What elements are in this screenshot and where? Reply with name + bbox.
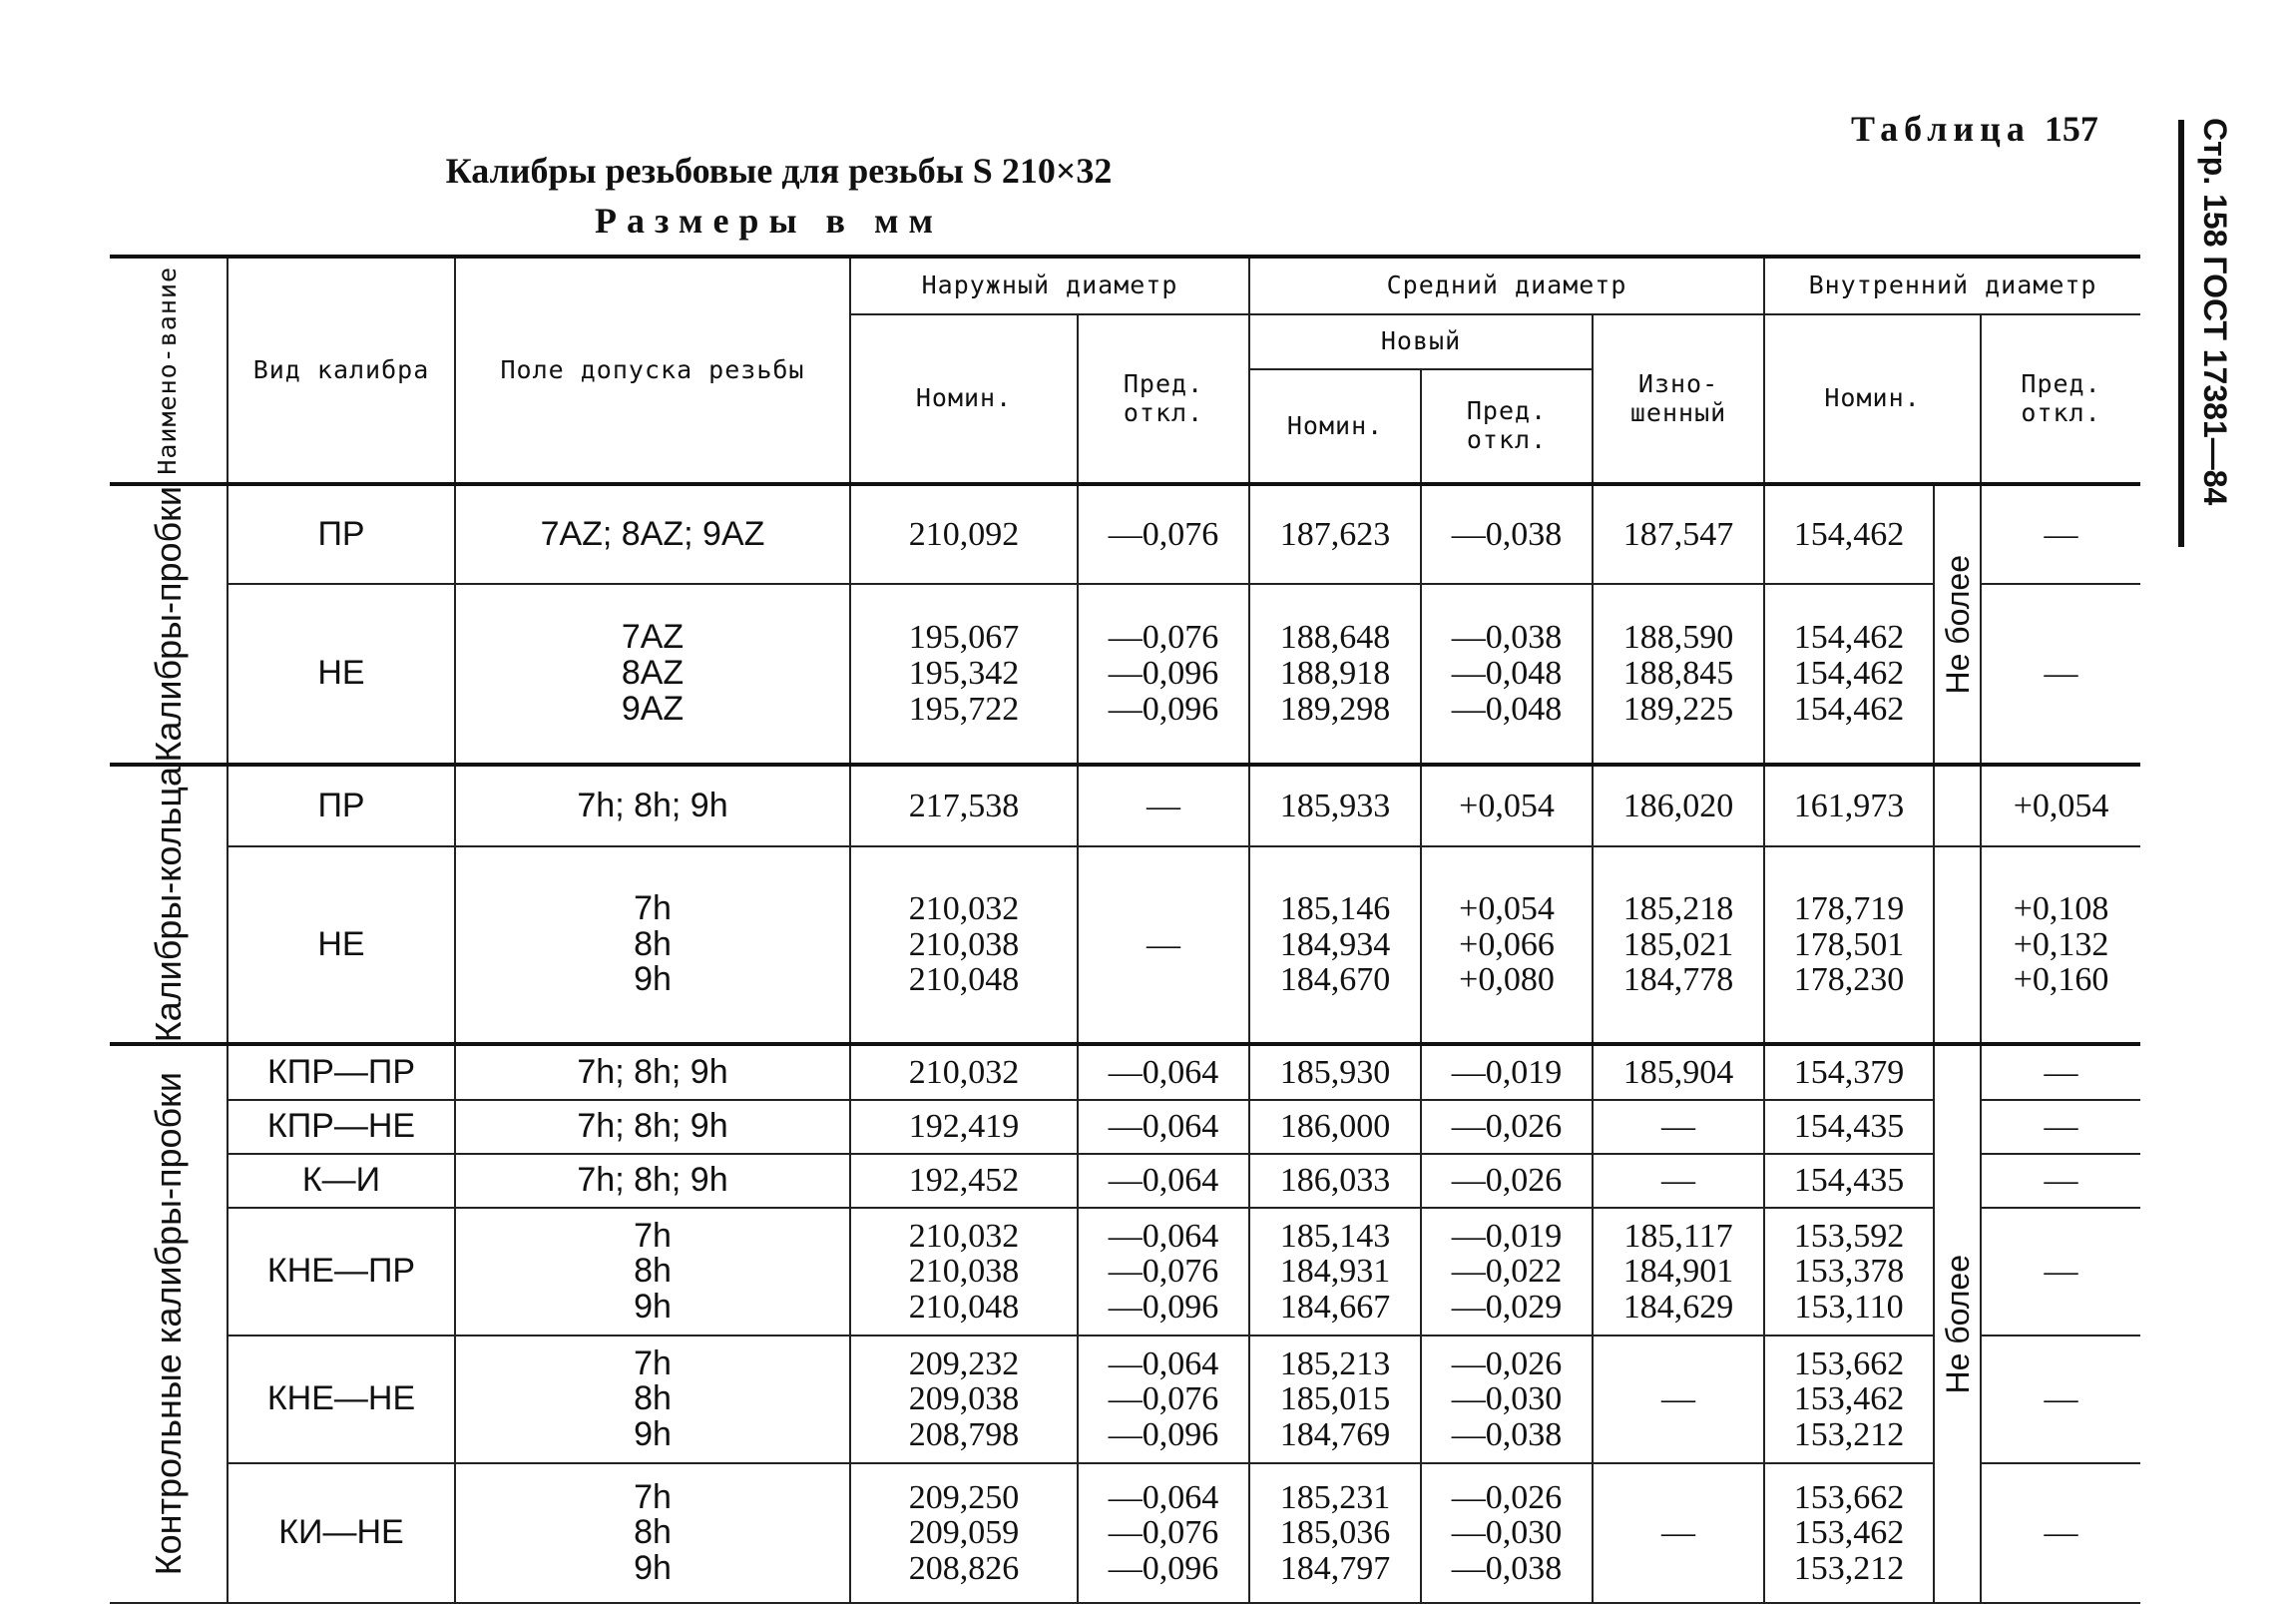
cell-value: 186,000 bbox=[1279, 1108, 1391, 1146]
cell-value: 161,973 bbox=[1793, 787, 1905, 824]
cell-value: —0,030 bbox=[1451, 1380, 1563, 1418]
gauge-type-cell: НЕ bbox=[228, 584, 455, 765]
table-row bbox=[110, 765, 2140, 847]
cell-value: 9h bbox=[634, 1287, 672, 1326]
cell-value: — bbox=[2044, 515, 2078, 553]
cell-value: 7AZ; 8AZ; 9AZ bbox=[540, 514, 765, 553]
cell-value: —0,048 bbox=[1451, 690, 1563, 728]
cell-value: 153,462 bbox=[1793, 1380, 1905, 1418]
header-new: Новый bbox=[1249, 314, 1593, 369]
cell-value: — bbox=[2044, 1053, 2078, 1091]
cell-value: 185,036 bbox=[1279, 1514, 1391, 1552]
empty-cell bbox=[1934, 846, 1981, 1044]
inner-nominal-cell bbox=[1764, 584, 1934, 765]
pitch-worn-cell bbox=[1593, 1336, 1764, 1463]
cell-value: 192,452 bbox=[908, 1162, 1020, 1200]
tolerance-field-cell bbox=[455, 1044, 850, 1100]
cell-value: — bbox=[2044, 1162, 2078, 1200]
cell-value: — bbox=[2044, 1380, 2078, 1418]
cell-value: —0,026 bbox=[1451, 1344, 1563, 1382]
cell-value: 185,213 bbox=[1279, 1344, 1391, 1382]
cell-value: 188,845 bbox=[1622, 655, 1734, 692]
header-inner-diameter: Внутренний диаметр bbox=[1764, 257, 2140, 314]
header-pitch-tolerance: Пред. откл. bbox=[1421, 369, 1593, 484]
cell-value: 153,662 bbox=[1793, 1344, 1905, 1382]
header-name-text: Наимено-вание bbox=[153, 266, 183, 475]
inner-nominal-cell bbox=[1764, 1154, 1934, 1208]
cell-value: — bbox=[1147, 925, 1180, 963]
cell-value: 154,462 bbox=[1793, 655, 1905, 692]
cell-value: —0,026 bbox=[1451, 1162, 1563, 1200]
pitch-tolerance-cell bbox=[1421, 1044, 1593, 1100]
group-label-ring-gauges bbox=[110, 765, 228, 1044]
cell-value: 185,930 bbox=[1279, 1053, 1391, 1091]
cell-value: 210,032 bbox=[908, 1217, 1020, 1255]
outer-nominal-cell bbox=[850, 765, 1078, 847]
cell-value: —0,096 bbox=[1108, 655, 1219, 692]
outer-tolerance-cell bbox=[1078, 846, 1249, 1044]
outer-tolerance-cell bbox=[1078, 1044, 1249, 1100]
pitch-tolerance-cell bbox=[1421, 1100, 1593, 1154]
cell-value: 187,547 bbox=[1622, 515, 1734, 553]
cell-value: 154,435 bbox=[1793, 1162, 1905, 1200]
pitch-worn-cell bbox=[1593, 1154, 1764, 1208]
outer-nominal-cell bbox=[850, 1154, 1078, 1208]
header-tolerance-field: Поле допуска резьбы bbox=[455, 257, 850, 484]
pitch-tolerance-cell bbox=[1421, 1336, 1593, 1463]
cell-value: 210,092 bbox=[908, 515, 1020, 553]
inner-tolerance-cell bbox=[1981, 846, 2140, 1044]
pitch-nominal-cell bbox=[1249, 1463, 1421, 1603]
pitch-worn-cell bbox=[1593, 584, 1764, 765]
tolerance-field-cell bbox=[455, 1208, 850, 1336]
cell-value: —0,026 bbox=[1451, 1478, 1563, 1516]
cell-value: 8h bbox=[634, 924, 672, 963]
cell-value: —0,064 bbox=[1108, 1162, 1219, 1200]
group-label-text: Калибры-пробки bbox=[147, 486, 189, 763]
cell-value: 153,662 bbox=[1793, 1478, 1905, 1516]
inner-tolerance-cell bbox=[1981, 1154, 2140, 1208]
side-header-text: Стр. 158 ГОСТ 17381—84 bbox=[2197, 118, 2233, 506]
header-pitch-nominal: Номин. bbox=[1249, 369, 1421, 484]
header-inner-nominal: Номин. bbox=[1764, 314, 1981, 484]
cell-value: —0,096 bbox=[1108, 1549, 1219, 1587]
pitch-tolerance-cell bbox=[1421, 846, 1593, 1044]
pitch-nominal-cell bbox=[1249, 484, 1421, 584]
cell-value: +0,108 bbox=[2013, 890, 2109, 928]
cell-value: —0,038 bbox=[1451, 515, 1563, 553]
pitch-tolerance-cell bbox=[1421, 1463, 1593, 1603]
caption-text: Калибры резьбовые для резьбы S 210×32 bbox=[445, 151, 1113, 191]
cell-value: 7h; 8h; 9h bbox=[577, 1161, 728, 1200]
header-outer-nominal: Номин. bbox=[850, 314, 1078, 484]
pitch-worn-cell bbox=[1593, 765, 1764, 847]
group-label-check-plugs bbox=[110, 1044, 228, 1603]
cell-value: —0,076 bbox=[1108, 1380, 1219, 1418]
cell-value: 185,021 bbox=[1622, 925, 1734, 963]
pitch-worn-cell bbox=[1593, 1208, 1764, 1336]
table-row bbox=[110, 484, 2140, 584]
gauge-type-cell: КИ—НЕ bbox=[228, 1463, 455, 1603]
pitch-worn-cell bbox=[1593, 484, 1764, 584]
pitch-nominal-cell bbox=[1249, 1044, 1421, 1100]
cell-value: +0,132 bbox=[2013, 925, 2109, 963]
tolerance-field-cell bbox=[455, 765, 850, 847]
pitch-tolerance-cell bbox=[1421, 484, 1593, 584]
gauge-table bbox=[110, 255, 2140, 1604]
pitch-nominal-cell bbox=[1249, 1100, 1421, 1154]
cell-value: 154,462 bbox=[1793, 515, 1905, 553]
inner-tolerance-cell bbox=[1981, 584, 2140, 765]
cell-value: —0,064 bbox=[1108, 1478, 1219, 1516]
inner-nominal-cell bbox=[1764, 765, 1934, 847]
outer-tolerance-cell bbox=[1078, 484, 1249, 584]
cell-value: +0,160 bbox=[2013, 961, 2109, 999]
cell-value: —0,076 bbox=[1108, 619, 1219, 657]
tolerance-field-cell bbox=[455, 584, 850, 765]
outer-tolerance-cell bbox=[1078, 1154, 1249, 1208]
outer-nominal-cell bbox=[850, 846, 1078, 1044]
cell-value: 210,032 bbox=[908, 890, 1020, 928]
cell-value: 209,232 bbox=[908, 1344, 1020, 1382]
outer-nominal-cell bbox=[850, 1100, 1078, 1154]
cell-value: 187,623 bbox=[1279, 515, 1391, 553]
cell-value: 185,117 bbox=[1623, 1217, 1733, 1255]
cell-value: —0,048 bbox=[1451, 655, 1563, 692]
cell-value: 178,230 bbox=[1793, 961, 1905, 999]
pitch-tolerance-cell bbox=[1421, 1208, 1593, 1336]
tolerance-field-cell bbox=[455, 846, 850, 1044]
inner-nominal-cell bbox=[1764, 484, 1934, 584]
table-label-text: Таблица bbox=[1851, 109, 2031, 149]
gauge-type-cell: КНЕ—ПР bbox=[228, 1208, 455, 1336]
outer-nominal-cell bbox=[850, 1336, 1078, 1463]
header-pitch-diameter: Средний диаметр bbox=[1249, 257, 1764, 314]
cell-value: 7h; 8h; 9h bbox=[577, 1052, 728, 1091]
cell-value: —0,064 bbox=[1108, 1344, 1219, 1382]
outer-tolerance-cell bbox=[1078, 1336, 1249, 1463]
cell-value: 209,250 bbox=[908, 1478, 1020, 1516]
cell-value: — bbox=[1661, 1380, 1696, 1418]
cell-value: — bbox=[2044, 1108, 2078, 1146]
inner-nominal-cell bbox=[1764, 1208, 1934, 1336]
inner-tolerance-cell bbox=[1981, 1336, 2140, 1463]
cell-value: 184,629 bbox=[1622, 1288, 1734, 1326]
cell-value: 7h bbox=[634, 1216, 672, 1255]
header-outer-tolerance: Пред. откл. bbox=[1078, 314, 1249, 484]
inner-tolerance-cell bbox=[1981, 1208, 2140, 1336]
inner-tolerance-cell bbox=[1981, 765, 2140, 847]
inner-nominal-cell bbox=[1764, 1100, 1934, 1154]
cell-value: — bbox=[1661, 1162, 1696, 1200]
cell-value: —0,026 bbox=[1451, 1108, 1563, 1146]
inner-tolerance-cell bbox=[1981, 1100, 2140, 1154]
cell-value: 7AZ bbox=[621, 618, 685, 657]
header-inner-tolerance: Пред. откл. bbox=[1981, 314, 2140, 484]
cell-value: —0,019 bbox=[1451, 1053, 1563, 1091]
inner-nominal-cell bbox=[1764, 1336, 1934, 1463]
group-label-text: Калибры-кольца bbox=[147, 766, 189, 1043]
gauge-type-cell: КПР—НЕ bbox=[228, 1100, 455, 1154]
cell-value: 195,342 bbox=[908, 655, 1020, 692]
cell-value: —0,076 bbox=[1108, 1253, 1219, 1291]
gauge-type-cell: КНЕ—НЕ bbox=[228, 1336, 455, 1463]
outer-tolerance-cell bbox=[1078, 1100, 1249, 1154]
cell-value: —0,096 bbox=[1108, 690, 1219, 728]
cell-value: — bbox=[1661, 1108, 1696, 1146]
table-row bbox=[110, 584, 2140, 765]
cell-value: 154,462 bbox=[1793, 690, 1905, 728]
table-row bbox=[110, 1154, 2140, 1208]
pitch-worn-cell bbox=[1593, 1044, 1764, 1100]
header-worn: Изно-шенный bbox=[1593, 314, 1764, 484]
cell-value: 9h bbox=[634, 1548, 672, 1587]
cell-value: 7h bbox=[634, 1477, 672, 1516]
cell-value: 154,462 bbox=[1793, 619, 1905, 657]
pitch-nominal-cell bbox=[1249, 1154, 1421, 1208]
tolerance-field-cell bbox=[455, 484, 850, 584]
pitch-worn-cell bbox=[1593, 1463, 1764, 1603]
cell-value: 185,904 bbox=[1622, 1053, 1734, 1091]
cell-value: —0,096 bbox=[1108, 1415, 1219, 1453]
cell-value: 184,931 bbox=[1279, 1253, 1391, 1291]
gauge-type-cell: КПР—ПР bbox=[228, 1044, 455, 1100]
cell-value: 184,901 bbox=[1622, 1253, 1734, 1291]
inner-tolerance-cell bbox=[1981, 1463, 2140, 1603]
outer-nominal-cell bbox=[850, 584, 1078, 765]
inner-nominal-cell bbox=[1764, 846, 1934, 1044]
pitch-nominal-cell bbox=[1249, 765, 1421, 847]
cell-value: —0,019 bbox=[1451, 1217, 1563, 1255]
cell-value: 8h bbox=[634, 1379, 672, 1418]
table-row bbox=[110, 1100, 2140, 1154]
cell-value: 184,670 bbox=[1279, 961, 1391, 999]
cell-value: —0,038 bbox=[1451, 1549, 1563, 1587]
pitch-nominal-cell bbox=[1249, 584, 1421, 765]
cell-value: 7h bbox=[634, 889, 672, 928]
cell-value: 9AZ bbox=[621, 689, 685, 728]
cell-value: 7h; 8h; 9h bbox=[577, 786, 728, 824]
cell-value: — bbox=[1661, 1514, 1696, 1552]
pitch-nominal-cell bbox=[1249, 1336, 1421, 1463]
cell-value: 185,015 bbox=[1279, 1380, 1391, 1418]
table-row bbox=[110, 1463, 2140, 1603]
cell-value: 154,435 bbox=[1793, 1108, 1905, 1146]
cell-value: 184,778 bbox=[1622, 961, 1734, 999]
cell-value: 192,419 bbox=[908, 1108, 1020, 1146]
cell-value: 189,225 bbox=[1622, 690, 1734, 728]
cell-value: 209,038 bbox=[908, 1380, 1020, 1418]
inner-nominal-cell bbox=[1764, 1044, 1934, 1100]
cell-value: +0,054 bbox=[1459, 890, 1555, 928]
pitch-tolerance-cell bbox=[1421, 584, 1593, 765]
tolerance-field-cell bbox=[455, 1336, 850, 1463]
cell-value: — bbox=[2044, 1253, 2078, 1291]
outer-tolerance-cell bbox=[1078, 1208, 1249, 1336]
cell-value: 210,038 bbox=[908, 925, 1020, 963]
cell-value: 153,212 bbox=[1793, 1549, 1905, 1587]
header-gauge-type: Вид калибра bbox=[228, 257, 455, 484]
cell-value: 210,032 bbox=[908, 1053, 1020, 1091]
cell-value: 153,462 bbox=[1793, 1514, 1905, 1552]
units-text: Размеры в мм bbox=[594, 201, 944, 241]
cell-value: 186,033 bbox=[1279, 1162, 1391, 1200]
gauge-type-cell: НЕ bbox=[228, 846, 455, 1044]
cell-value: 186,020 bbox=[1622, 787, 1734, 824]
cell-value: 153,592 bbox=[1793, 1217, 1905, 1255]
cell-value: 185,218 bbox=[1622, 890, 1734, 928]
cell-value: 209,059 bbox=[908, 1514, 1020, 1552]
table-number: 157 bbox=[2044, 109, 2098, 149]
table-label bbox=[1851, 108, 2098, 150]
cell-value: 153,110 bbox=[1794, 1288, 1904, 1326]
cell-value: —0,076 bbox=[1108, 515, 1219, 553]
cell-value: 7h bbox=[634, 1343, 672, 1382]
cell-value: — bbox=[1147, 787, 1180, 824]
outer-tolerance-cell bbox=[1078, 584, 1249, 765]
cell-value: — bbox=[2044, 655, 2078, 692]
table-row bbox=[110, 1336, 2140, 1463]
cell-value: 153,212 bbox=[1793, 1415, 1905, 1453]
inner-tolerance-cell bbox=[1981, 1044, 2140, 1100]
outer-nominal-cell bbox=[850, 1208, 1078, 1336]
pitch-tolerance-cell bbox=[1421, 765, 1593, 847]
pitch-worn-cell bbox=[1593, 1100, 1764, 1154]
cell-value: —0,064 bbox=[1108, 1217, 1219, 1255]
pitch-nominal-cell bbox=[1249, 846, 1421, 1044]
empty-cell bbox=[1934, 765, 1981, 847]
header-outer-diameter: Наружный диаметр bbox=[850, 257, 1249, 314]
cell-value: —0,038 bbox=[1451, 619, 1563, 657]
table-head bbox=[110, 257, 2140, 484]
outer-tolerance-cell bbox=[1078, 765, 1249, 847]
table-row bbox=[110, 846, 2140, 1044]
table-caption bbox=[0, 150, 2296, 192]
table-row bbox=[110, 1208, 2140, 1336]
cell-value: —0,030 bbox=[1451, 1514, 1563, 1552]
gauge-type-cell: ПР bbox=[228, 765, 455, 847]
cell-value: 8AZ bbox=[621, 654, 685, 692]
cell-value: 195,722 bbox=[908, 690, 1020, 728]
pitch-tolerance-cell bbox=[1421, 1154, 1593, 1208]
outer-nominal-cell bbox=[850, 1463, 1078, 1603]
cell-value: +0,066 bbox=[1459, 925, 1555, 963]
cell-value: 185,143 bbox=[1279, 1217, 1391, 1255]
outer-nominal-cell bbox=[850, 1044, 1078, 1100]
cell-value: 185,933 bbox=[1279, 787, 1391, 824]
cell-value: 153,378 bbox=[1793, 1253, 1905, 1291]
cell-value: 188,918 bbox=[1279, 655, 1391, 692]
group-label-plug-gauges bbox=[110, 484, 228, 765]
cell-value: 9h bbox=[634, 960, 672, 999]
cell-value: 210,038 bbox=[908, 1253, 1020, 1291]
cell-value: +0,054 bbox=[1459, 787, 1555, 824]
cell-value: 208,798 bbox=[908, 1415, 1020, 1453]
cell-value: 188,648 bbox=[1279, 619, 1391, 657]
note-not-more-check-text: Не более bbox=[1939, 1254, 1976, 1394]
cell-value: 184,797 bbox=[1279, 1549, 1391, 1587]
note-not-more-check bbox=[1934, 1044, 1981, 1603]
cell-value: —0,096 bbox=[1108, 1288, 1219, 1326]
gauge-type-cell: К—И bbox=[228, 1154, 455, 1208]
inner-tolerance-cell bbox=[1981, 484, 2140, 584]
tolerance-field-cell bbox=[455, 1100, 850, 1154]
cell-value: +0,080 bbox=[1459, 961, 1555, 999]
cell-value: —0,038 bbox=[1451, 1415, 1563, 1453]
cell-value: —0,022 bbox=[1451, 1253, 1563, 1291]
units-line bbox=[0, 200, 2296, 242]
cell-value: 184,667 bbox=[1279, 1288, 1391, 1326]
outer-tolerance-cell bbox=[1078, 1463, 1249, 1603]
cell-value: 178,501 bbox=[1793, 925, 1905, 963]
cell-value: 8h bbox=[634, 1513, 672, 1552]
cell-value: 208,826 bbox=[908, 1549, 1020, 1587]
cell-value: —0,029 bbox=[1451, 1288, 1563, 1326]
cell-value: 189,298 bbox=[1279, 690, 1391, 728]
cell-value: 185,146 bbox=[1279, 890, 1391, 928]
tolerance-field-cell bbox=[455, 1463, 850, 1603]
tolerance-field-cell bbox=[455, 1154, 850, 1208]
cell-value: 195,067 bbox=[908, 619, 1020, 657]
cell-value: 7h; 8h; 9h bbox=[577, 1107, 728, 1146]
cell-value: +0,054 bbox=[2013, 787, 2109, 824]
cell-value: —0,076 bbox=[1108, 1514, 1219, 1552]
inner-nominal-cell bbox=[1764, 1463, 1934, 1603]
cell-value: 210,048 bbox=[908, 961, 1020, 999]
cell-value: 8h bbox=[634, 1252, 672, 1291]
note-not-more-plugs-text: Не более bbox=[1939, 554, 1976, 695]
cell-value: 210,048 bbox=[908, 1288, 1020, 1326]
cell-value: 217,538 bbox=[908, 787, 1020, 824]
cell-value: 184,769 bbox=[1279, 1415, 1391, 1453]
gauge-type-cell: ПР bbox=[228, 484, 455, 584]
cell-value: 184,934 bbox=[1279, 925, 1391, 963]
cell-value: 178,719 bbox=[1793, 890, 1905, 928]
header-name bbox=[110, 257, 228, 484]
cell-value: — bbox=[2044, 1514, 2078, 1552]
cell-value: —0,064 bbox=[1108, 1053, 1219, 1091]
cell-value: 154,379 bbox=[1793, 1053, 1905, 1091]
table-body bbox=[110, 484, 2140, 1603]
cell-value: 185,231 bbox=[1279, 1478, 1391, 1516]
outer-nominal-cell bbox=[850, 484, 1078, 584]
pitch-worn-cell bbox=[1593, 846, 1764, 1044]
cell-value: 188,590 bbox=[1622, 619, 1734, 657]
table-row bbox=[110, 1044, 2140, 1100]
note-not-more-plugs bbox=[1934, 484, 1981, 765]
cell-value: 9h bbox=[634, 1414, 672, 1453]
pitch-nominal-cell bbox=[1249, 1208, 1421, 1336]
group-label-text: Контрольные калибры-пробки bbox=[147, 1072, 189, 1576]
cell-value: —0,064 bbox=[1108, 1108, 1219, 1146]
